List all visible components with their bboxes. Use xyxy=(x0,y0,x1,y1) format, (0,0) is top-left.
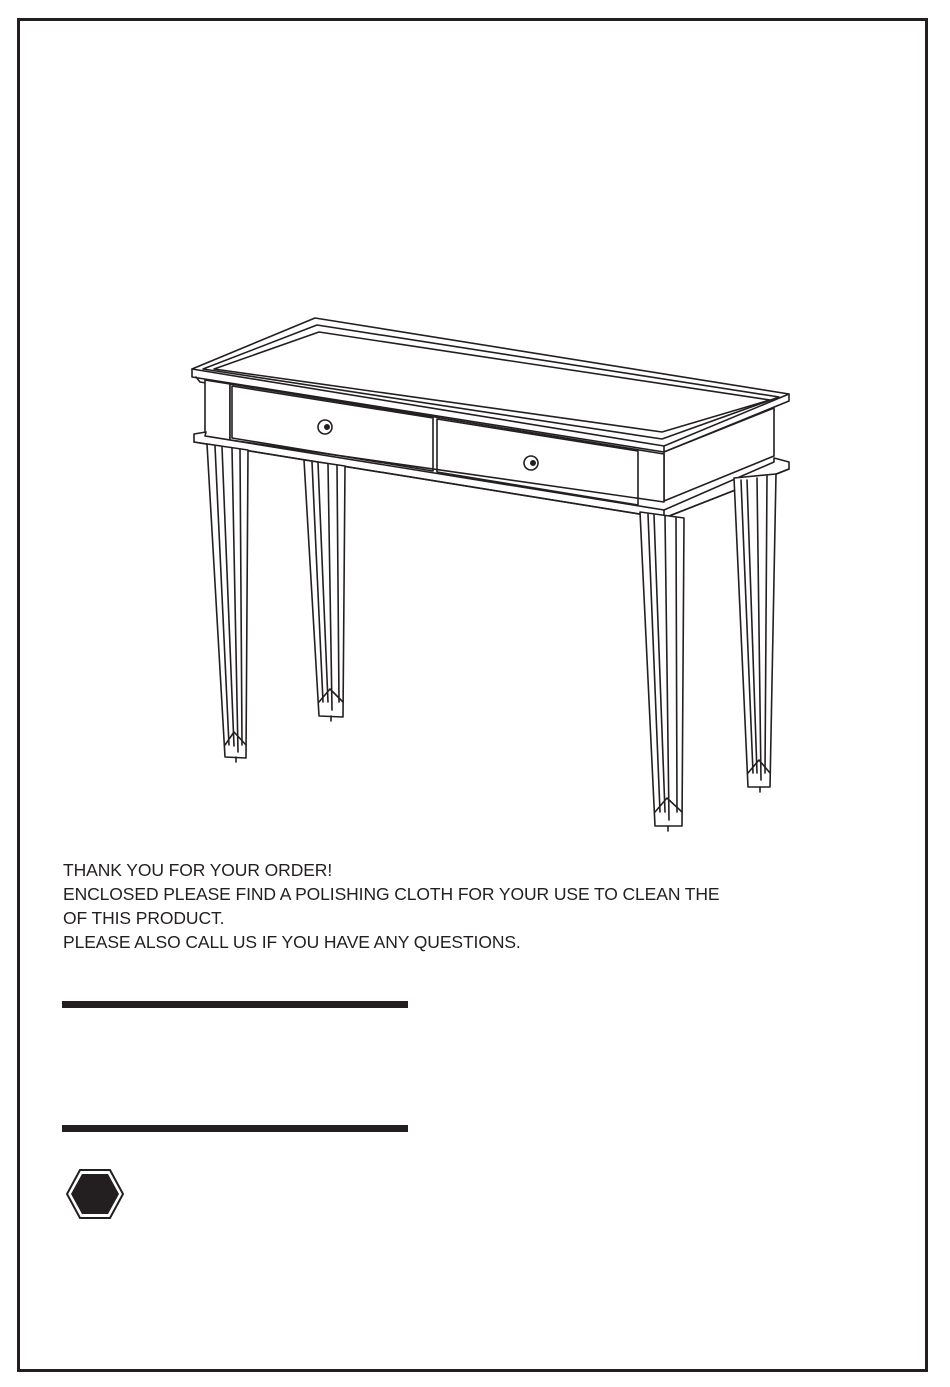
message-line: ENCLOSED PLEASE FIND A POLISHING CLOTH FOR YOUR USE TO CLEAN THE xyxy=(63,884,720,904)
hexagon-icon xyxy=(66,1168,124,1220)
section-divider xyxy=(62,1001,408,1008)
message-line: THANK YOU FOR YOUR ORDER! xyxy=(63,860,333,880)
thank-you-message xyxy=(63,858,863,954)
leg-front-left xyxy=(207,444,248,762)
message-line: PLEASE ALSO CALL US IF YOU HAVE ANY QUESTIONS. xyxy=(63,932,521,952)
message-line: OF THIS PRODUCT. xyxy=(63,908,225,928)
section-divider xyxy=(62,1125,408,1132)
leg-back-right xyxy=(734,474,776,792)
leg-back-left xyxy=(304,460,345,721)
leg-front-right xyxy=(640,512,684,831)
